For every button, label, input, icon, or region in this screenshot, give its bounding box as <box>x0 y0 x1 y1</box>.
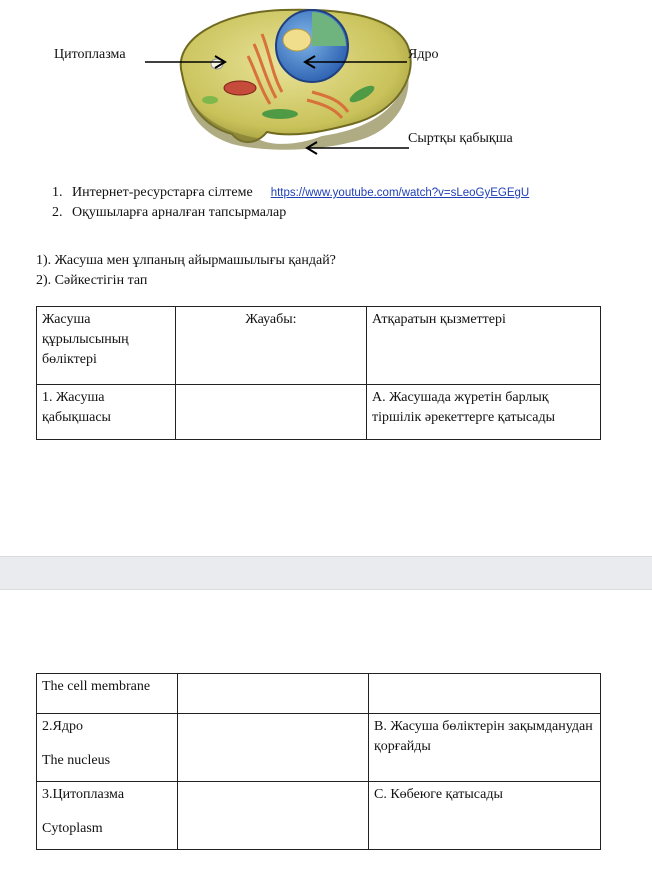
answer-cell[interactable] <box>178 782 369 850</box>
youtube-link[interactable]: https://www.youtube.com/watch?v=sLeoGyEGEgU <box>270 187 530 199</box>
table-cell: С. Көбеюге қатысады <box>369 782 601 850</box>
resource-list <box>52 183 529 223</box>
table-cell <box>369 674 601 714</box>
table-row <box>37 714 601 782</box>
header-cell: Жауабы: <box>176 307 367 385</box>
question-1: 1). Жасуша мен ұлпаның айырмашылығы қандай? <box>36 253 336 268</box>
matching-table-1 <box>36 306 601 440</box>
table-cell: А. Жасушада жүретін барлық тіршілік әрекеттерге қатысады <box>367 385 601 440</box>
question-2: 2). Сәйкестігін тап <box>36 273 148 288</box>
label-cytoplasm: Цитоплазма <box>54 47 126 62</box>
table-cell: В. Жасуша бөліктерін зақымданудан қорғайды <box>369 714 601 782</box>
table-row <box>37 782 601 850</box>
nucleolus-shape <box>283 29 311 51</box>
table-cell: 3.Цитоплазма Cytoplasm <box>37 782 178 850</box>
table-cell: The cell membrane <box>37 674 178 714</box>
mitochondrion-shape <box>224 81 256 95</box>
document-page-2 <box>0 590 652 893</box>
table-cell: 2.Ядро The nucleus <box>37 714 178 782</box>
answer-cell[interactable] <box>178 714 369 782</box>
cell-illustration <box>162 4 422 152</box>
table-row <box>37 385 601 440</box>
arrow-cytoplasm <box>145 55 230 69</box>
table-header-row <box>37 307 601 385</box>
list-item-text: Оқушыларға арналған тапсырмалар <box>72 205 287 220</box>
label-outer-membrane: Сыртқы қабықша <box>408 131 513 146</box>
arrow-outer-membrane <box>305 141 410 155</box>
matching-table-2 <box>36 673 601 850</box>
arrow-nucleus <box>303 55 408 69</box>
header-cell: Жасуша құрылысының бөліктері <box>37 307 176 385</box>
list-item-text: Интернет-ресурстарға сілтеме <box>72 185 253 200</box>
table-row <box>37 674 601 714</box>
green-organelle-shape <box>202 96 218 104</box>
label-nucleus: Ядро <box>408 47 439 62</box>
header-cell: Атқаратын қызметтері <box>367 307 601 385</box>
page-separator <box>0 556 652 590</box>
answer-cell[interactable] <box>176 385 367 440</box>
list-item: 2. Оқушыларға арналған тапсырмалар <box>52 205 287 220</box>
list-item: 1. Интернет-ресурстарға сілтеме https://www.youtube.com/watch?v=sLeoGyEGEgU <box>52 185 530 200</box>
table-cell: 1. Жасуша қабықшасы <box>37 385 176 440</box>
answer-cell[interactable] <box>178 674 369 714</box>
green-organelle-shape <box>262 109 298 119</box>
